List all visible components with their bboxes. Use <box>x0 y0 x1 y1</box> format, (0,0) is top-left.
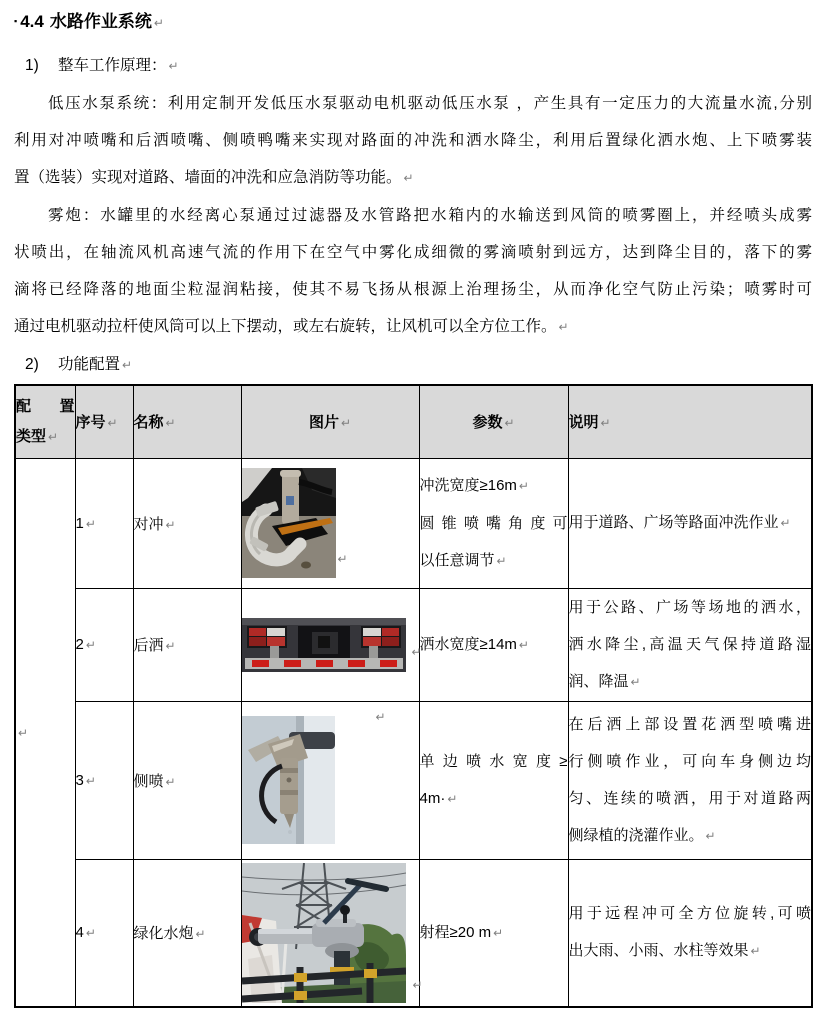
paragraph-mark: ↵ <box>375 709 386 724</box>
paragraph-mark: ↵ <box>48 429 59 444</box>
list-number: 1) <box>25 57 39 74</box>
paragraph-mark: ↵ <box>153 16 164 30</box>
paragraph-mark: ↵ <box>165 639 176 653</box>
paragraph-line: 滴将已经降落的地面尘粒湿润粘接，使其不易飞扬从根源上治理扬尘，从而净化空气防止污染；喷雾时可 <box>14 281 812 298</box>
paragraph-mark: ↵ <box>412 978 423 992</box>
paragraph-mark: ↵ <box>558 320 569 334</box>
paragraph-line: 置（选装）实现对道路、墙面的冲洗和应急消防等功能。 ↵ <box>14 169 414 186</box>
paragraph-mark: ↵ <box>195 927 206 942</box>
paragraph-mark: ↵ <box>600 416 611 431</box>
param-cell: 冲洗宽度≥16m ↵ 圆锥喷嘴角度可 以任意调节 ↵ <box>419 458 568 588</box>
paragraph-mark: ↵ <box>85 516 96 531</box>
seq-cell: 3 ↵ <box>75 701 133 859</box>
header-desc: 说明 ↵ <box>568 385 812 458</box>
header-config-type: 配 置 类型 ↵ <box>15 385 75 458</box>
config-type-cell <box>15 458 75 1007</box>
param-cell: 洒水宽度≥14m ↵ <box>419 588 568 701</box>
function-config-table <box>14 384 813 1008</box>
list-item-1 <box>14 47 812 85</box>
paragraph-mark: ↵ <box>447 791 458 806</box>
paragraph-mark: ↵ <box>493 925 504 940</box>
desc-cell: 在后洒上部设置花洒型喷嘴进 行侧喷作业，可向车身侧边均 匀、连续的喷洒，用于对道路两 侧绿植的浇灌作业。 ↵ <box>568 701 812 859</box>
rear-sprinkler-photo <box>242 618 406 672</box>
paragraph-line: 状喷出，在轴流风机高速气流的作用下在空气中雾化成细微的雾滴喷射到远方，达到降尘目的，落下的雾 <box>14 244 812 261</box>
heading-title: 水路作业系统 <box>49 12 152 31</box>
paragraph-mark: ↵ <box>85 926 96 941</box>
list-title: 功能配置 <box>58 356 121 373</box>
image-cell <box>241 859 423 1007</box>
table-row <box>15 859 812 1007</box>
desc-cell: 用于远程冲可全方位旋转,可喷 出大雨、小雨、水柱等效果 ↵ <box>568 859 812 1007</box>
paragraph-line: 利用对冲喷嘴和后洒喷嘴、侧喷鸭嘴来实现对路面的冲洗和洒水降尘，利用后置绿化洒水炮、上下喷雾装 <box>14 132 812 149</box>
name-cell: 侧喷 ↵ <box>133 701 241 859</box>
paragraph-mark: ↵ <box>337 552 348 566</box>
name-cell: 对冲 ↵ <box>133 458 241 588</box>
seq-cell: 2 ↵ <box>75 588 133 701</box>
paragraph-mark: ↵ <box>504 416 515 431</box>
param-cell: 单边喷水宽度≥ 4m· ↵ <box>419 701 568 859</box>
desc-cell: 用于道路、广场等路面冲洗作业 ↵ <box>568 458 812 588</box>
paragraph-mark: ↵ <box>496 553 507 568</box>
section-heading <box>14 10 812 34</box>
table-row <box>15 458 812 588</box>
paragraph-mark: ↵ <box>518 637 529 652</box>
greening-water-cannon-photo <box>242 863 406 1003</box>
list-item-2 <box>14 346 812 384</box>
paragraph-pump-system <box>14 85 812 197</box>
name-cell: 绿化水炮 ↵ <box>133 859 241 1007</box>
table-row <box>15 588 812 701</box>
paragraph-mark: ↵ <box>107 416 118 431</box>
paragraph-mark: ↵ <box>411 644 422 659</box>
paragraph-mark: ↵ <box>780 516 791 530</box>
image-cell <box>241 701 419 859</box>
front-flush-nozzle-photo <box>242 468 336 578</box>
paragraph-mark: ↵ <box>750 944 761 959</box>
image-cell <box>241 458 419 588</box>
paragraph-line: 通过电机驱动拉杆使风筒可以上下摆动，或左右旋转，让风机可以全方位工作。 ↵ <box>14 318 569 335</box>
table-row <box>15 701 812 859</box>
paragraph-mark: ↵ <box>403 171 414 185</box>
list-title: 整车工作原理： <box>58 57 167 74</box>
heading-number: 4.4 <box>20 12 44 31</box>
side-spray-nozzle-photo <box>242 716 335 844</box>
image-cell <box>241 588 422 701</box>
table-header-row <box>15 385 812 458</box>
body-text <box>14 47 812 384</box>
list-number: 2) <box>25 356 39 373</box>
paragraph-mark: ↵ <box>165 774 176 789</box>
paragraph-mark: ↵ <box>165 416 176 431</box>
header-param: 参数 ↵ <box>419 385 568 458</box>
paragraph-mark: ↵ <box>85 773 96 788</box>
header-name: 名称 ↵ <box>133 385 241 458</box>
paragraph-mark: ↵ <box>168 59 179 73</box>
header-seq: 序号 ↵ <box>75 385 133 458</box>
desc-cell: 用于公路、广场等场地的洒水， 洒水降尘,高温天气保持道路湿 润、降温 ↵ <box>568 588 812 701</box>
heading-bullet-icon: ▪ <box>14 16 18 26</box>
header-image: 图片 ↵ <box>241 385 419 458</box>
paragraph-mark: ↵ <box>340 416 352 431</box>
paragraph-mark: ↵ <box>630 674 641 689</box>
paragraph-mark: ↵ <box>705 828 716 843</box>
paragraph-mark: ↵ <box>85 638 96 652</box>
paragraph-mark: ↵ <box>18 725 29 740</box>
paragraph-fog-cannon <box>14 197 812 346</box>
seq-cell: 4 ↵ <box>75 859 133 1007</box>
paragraph-mark: ↵ <box>518 478 529 493</box>
seq-cell: 1 ↵ <box>75 458 133 588</box>
paragraph-line: 雾炮：水罐里的水经离心泵通过过滤器及水管路把水箱内的水输送到风筒的喷雾圈上，并经喷头成雾 <box>48 207 812 224</box>
paragraph-mark: ↵ <box>165 517 176 532</box>
name-cell: 后洒 ↵ <box>133 588 241 701</box>
param-cell: 射程≥20 m ↵ <box>419 859 568 1007</box>
paragraph-line: 低压水泵系统：利用定制开发低压水泵驱动电机驱动低压水泵 ，产生具有一定压力的大流量水流,分别 <box>48 95 812 112</box>
paragraph-mark: ↵ <box>122 358 133 372</box>
